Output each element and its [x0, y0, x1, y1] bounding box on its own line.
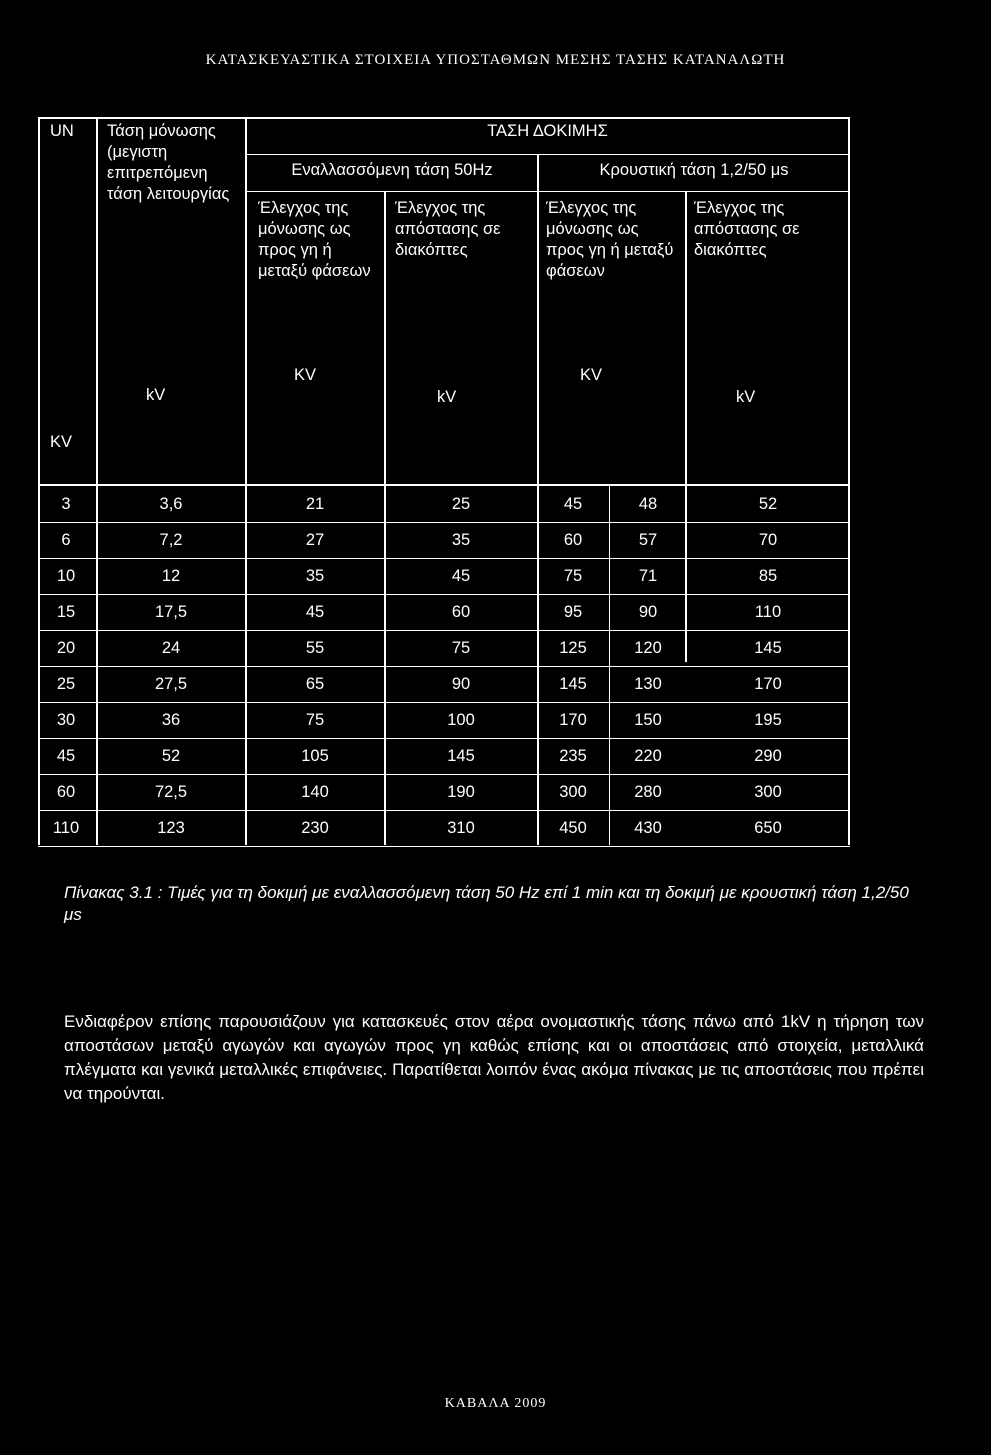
- table-cell: 35: [451, 531, 471, 549]
- row-divider: [38, 846, 850, 847]
- table-cell: 145: [559, 675, 587, 693]
- table-cell: 48: [638, 495, 658, 513]
- table-cell: 125: [559, 639, 587, 657]
- table-cell: 70: [758, 531, 778, 549]
- row-divider: [38, 630, 850, 631]
- table-cell: 75: [563, 567, 583, 585]
- table-cell: 190: [447, 783, 475, 801]
- table-cell: 25: [56, 675, 76, 693]
- table-cell: 90: [451, 675, 471, 693]
- table-cell: 57: [638, 531, 658, 549]
- ac-group-header: Εναλλασσόμενη τάση 50Hz: [291, 161, 493, 179]
- table-cell: 280: [634, 783, 662, 801]
- table-cell: 27,5: [154, 675, 188, 693]
- table-cell: 20: [56, 639, 76, 657]
- divider-max-voltage: [245, 117, 247, 845]
- table-cell: 25: [451, 495, 471, 513]
- unit-max-voltage: kV: [146, 386, 166, 404]
- ac-insulation-header: Έλεγχος της μόνωσης ως προς γη ή μεταξύ φάσεων: [258, 199, 371, 280]
- table-cell: 15: [56, 603, 76, 621]
- imp-distance-header: Έλεγχος της απόστασης σε διακόπτες: [694, 199, 800, 259]
- table-cell: 60: [56, 783, 76, 801]
- unit-ac-insulation: KV: [294, 366, 317, 384]
- table-cell: 145: [447, 747, 475, 765]
- table-cell: 10: [56, 567, 76, 585]
- table-cell: 21: [305, 495, 325, 513]
- table-cell: 235: [559, 747, 587, 765]
- page-header: ΚΑΤΑΣΚΕΥΑΣΤΙΚΑ ΣΤΟΙΧΕΙΑ ΥΠΟΣΤΑΘΜΩΝ ΜΕΣΗΣ ΤΑΣΗΣ ΚΑΤΑΝΑΛΩΤΗ: [205, 52, 786, 68]
- divider-ac: [384, 192, 386, 845]
- divider-imp: [685, 192, 687, 662]
- table-cell: 17,5: [154, 603, 188, 621]
- row-divider: [38, 738, 850, 739]
- table-cell: 55: [305, 639, 325, 657]
- table-cell: 95: [563, 603, 583, 621]
- table-cell: 130: [634, 675, 662, 693]
- table-cell: 3: [61, 495, 71, 513]
- row-divider: [38, 774, 850, 775]
- hline-groups: [245, 191, 850, 192]
- table-cell: 60: [563, 531, 583, 549]
- table-cell: 195: [754, 711, 782, 729]
- divider-un: [96, 117, 98, 845]
- table-cell: 310: [447, 819, 475, 837]
- table-cell: 230: [301, 819, 329, 837]
- unit-ac-distance: kV: [437, 388, 457, 406]
- table-cell: 52: [758, 495, 778, 513]
- table-cell: 52: [161, 747, 181, 765]
- table-cell: 35: [305, 567, 325, 585]
- page-footer: ΚΑΒΑΛΑ 2009: [444, 1396, 547, 1411]
- imp-insulation-header: Έλεγχος της μόνωσης ως προς γη ή μεταξύ φάσεων: [546, 199, 674, 280]
- ac-distance-header: Έλεγχος της απόστασης σε διακόπτες: [395, 199, 501, 259]
- hline-header-bottom: [38, 484, 850, 486]
- body-paragraph: Ενδιαφέρον επίσης παρουσιάζουν για κατασκευές στον αέρα ονομαστικής τάσης πάνω από 1kV η τήρηση των αποστάσων μεταξύ αγωγών και αγωγών προς γη καθώς επίσης και οι αποστάσεις από στοιχεία, μεταλλικά πλέγματα και γενικά μεταλλικές επιφάνειες. Παρατίθεται λοιπόν ένας ακόμα πίνακας με τις αποστάσεις που πρέπει να τηρούνται.: [64, 1012, 924, 1103]
- table-caption: Πίνακας 3.1 : Τιμές για τη δοκιμή με εναλλασσόμενη τάση 50 Hz επί 1 min και τη δοκιμή με κρουστική τάση 1,2/50 μs: [64, 883, 909, 924]
- table-cell: 90: [638, 603, 658, 621]
- table-cell: 24: [161, 639, 181, 657]
- table-cell: 72,5: [154, 783, 188, 801]
- hline-test-voltage: [245, 154, 850, 155]
- table-cell: 110: [754, 603, 782, 621]
- col-max-voltage-header: Τάση μόνωσης (μεγιστη επιτρεπόμενη τάση λειτουργίας: [107, 122, 230, 203]
- table-cell: 145: [754, 639, 782, 657]
- divider-imp-data: [609, 484, 610, 845]
- table-cell: 45: [56, 747, 76, 765]
- table-cell: 7,2: [159, 531, 183, 549]
- table-cell: 65: [305, 675, 325, 693]
- col-un-header: UN: [50, 122, 74, 140]
- row-divider: [38, 702, 850, 703]
- table-cell: 36: [161, 711, 181, 729]
- row-divider: [38, 666, 850, 667]
- table-cell: 450: [559, 819, 587, 837]
- unit-imp-distance: kV: [736, 388, 756, 406]
- unit-un: KV: [50, 433, 73, 451]
- unit-imp-insulation: KV: [580, 366, 603, 384]
- table-cell: 110: [52, 819, 80, 837]
- table-cell: 85: [758, 567, 778, 585]
- table-cell: 170: [559, 711, 587, 729]
- table-cell: 45: [451, 567, 471, 585]
- table-cell: 123: [157, 819, 185, 837]
- table-cell: 75: [305, 711, 325, 729]
- table-cell: 71: [638, 567, 658, 585]
- table-cell: 220: [634, 747, 662, 765]
- table-cell: 30: [56, 711, 76, 729]
- table-cell: 45: [305, 603, 325, 621]
- table-cell: 100: [447, 711, 475, 729]
- table-border-left: [38, 117, 40, 845]
- table-cell: 120: [634, 639, 662, 657]
- table-cell: 60: [451, 603, 471, 621]
- table-cell: 75: [451, 639, 471, 657]
- table-cell: 300: [754, 783, 782, 801]
- row-divider: [38, 594, 850, 595]
- table-cell: 3,6: [159, 495, 183, 513]
- table-cell: 430: [634, 819, 662, 837]
- impulse-group-header: Κρουστική τάση 1,2/50 μs: [599, 161, 789, 179]
- row-divider: [38, 558, 850, 559]
- table-cell: 45: [563, 495, 583, 513]
- table-border-top: [38, 117, 850, 119]
- table-cell: 300: [559, 783, 587, 801]
- table-cell: 105: [301, 747, 329, 765]
- table-cell: 150: [634, 711, 662, 729]
- table-border-right: [848, 117, 850, 845]
- table-cell: 290: [754, 747, 782, 765]
- row-divider: [38, 522, 850, 523]
- test-voltage-header: ΤΑΣΗ ΔΟΚΙΜΗΣ: [487, 122, 608, 140]
- table-cell: 170: [754, 675, 782, 693]
- table-cell: 650: [754, 819, 782, 837]
- row-divider: [38, 810, 850, 811]
- table-cell: 12: [161, 567, 181, 585]
- table-cell: 27: [305, 531, 325, 549]
- table-cell: 140: [301, 783, 329, 801]
- table-cell: 6: [61, 531, 71, 549]
